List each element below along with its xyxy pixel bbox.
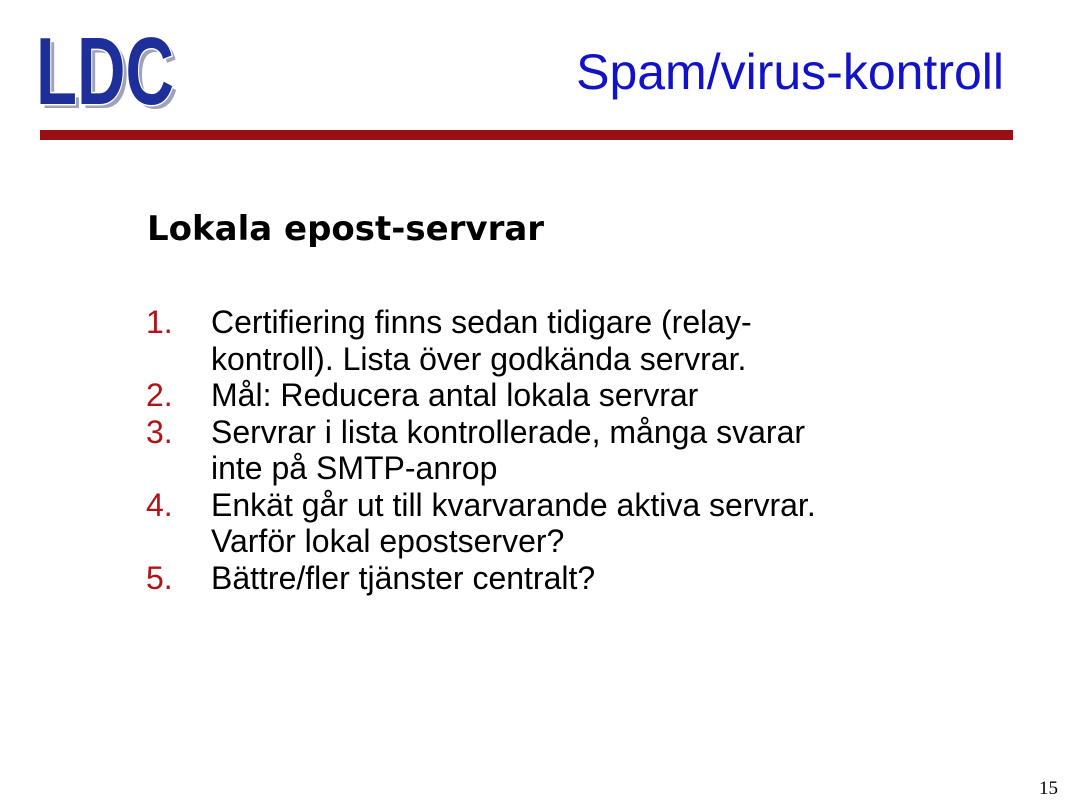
list-item-line: Enkät går ut till kvarvarande aktiva servrar.: [211, 486, 816, 523]
list-item-number: 2.: [146, 377, 173, 413]
list-item-number: 1.: [146, 304, 173, 340]
list-item: [146, 377, 1036, 414]
title-divider: [40, 130, 1013, 140]
section-heading: Lokala epost-servrar: [147, 209, 545, 249]
list-item: [146, 414, 1036, 487]
svg-text:LDC: LDC: [40, 32, 178, 112]
list-item-line: Bättre/fler tjänster centralt?: [211, 559, 596, 596]
list-item-line: inte på SMTP-anrop: [211, 450, 498, 486]
list-item: [146, 304, 1036, 377]
svg-text:LDC: LDC: [36, 32, 174, 112]
page-number: 15: [1039, 778, 1058, 799]
ldc-logo: [36, 32, 186, 112]
numbered-list: [146, 304, 1036, 596]
list-item: [146, 560, 1036, 597]
list-item-number: 4.: [146, 486, 173, 523]
list-item-line: Servrar i lista kontrollerade, många svarar: [211, 413, 806, 450]
list-item: [146, 487, 1036, 560]
list-item-line: Mål: Reducera antal lokala servrar: [211, 377, 699, 413]
list-item-line: Certifiering finns sedan tidigare (relay-: [211, 304, 752, 340]
list-item-number: 3.: [146, 413, 173, 450]
list-item-number: 5.: [146, 559, 173, 596]
list-item-line: kontroll). Lista över godkända servrar.: [211, 340, 747, 377]
list-item-line: Varför lokal epostserver?: [211, 523, 565, 559]
slide-title: Spam/virus-kontroll: [576, 44, 1004, 100]
